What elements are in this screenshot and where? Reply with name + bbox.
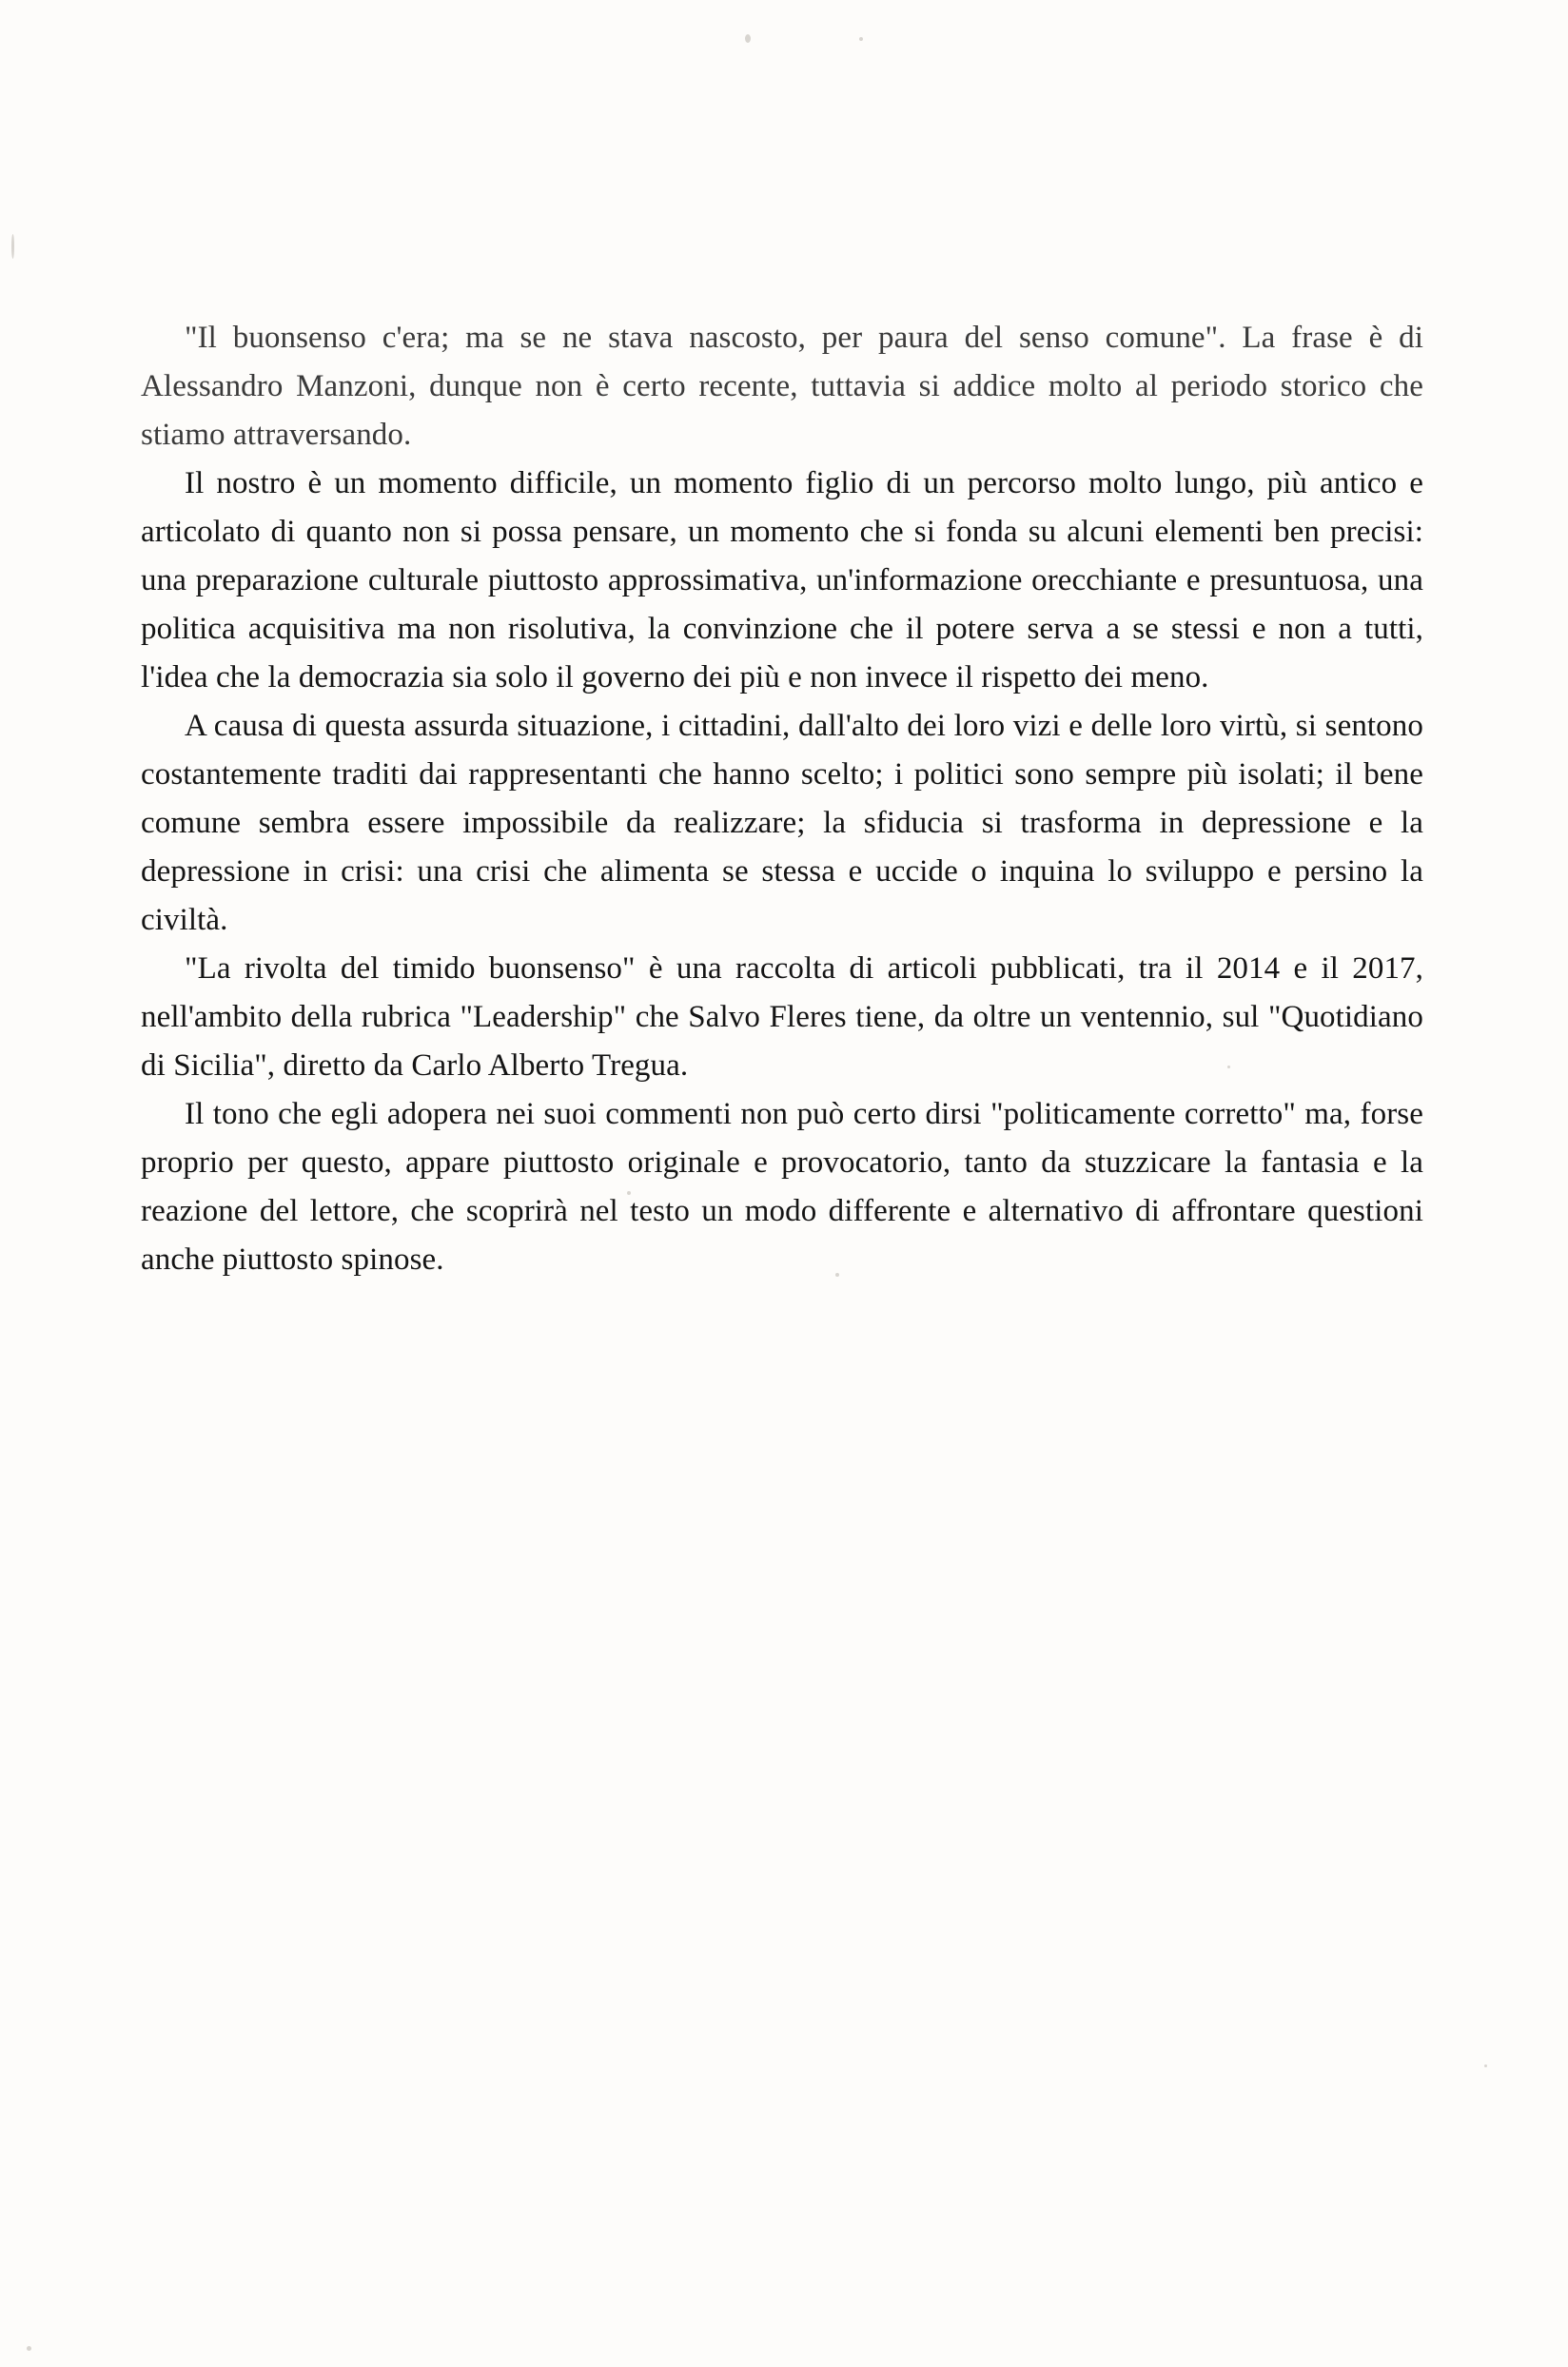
scan-speck [11, 234, 14, 259]
paragraph-4: "La rivolta del timido buonsenso" è una raccolta di articoli pubblicati, tra il 2014 e il 2017, nell'ambito della rubrica "Leadership" che Salvo Fleres tiene, da oltre un ventennio, sul "Quotidiano di Sicilia", diretto da Carlo Alberto Tregua. [141, 951, 1423, 1083]
paragraph-2: Il nostro è un momento difficile, un momento figlio di un percorso molto lungo, più antico e articolato di quanto non si possa pensare, un momento che si fonda su alcuni elementi ben precisi: una preparazione culturale piuttosto approssimativa, un'informazione orecchiante e presuntuosa, una politica acquisitiva ma non risolutiva, la convinzione che il potere serva a se stessi e non a tutti, l'idea che la democrazia sia solo il governo dei più e non invece il rispetto dei meno. [141, 466, 1423, 694]
paragraph-5: Il tono che egli adopera nei suoi commenti non può certo dirsi "politicamente corretto" ma, forse proprio per questo, appare piuttosto originale e provocatorio, tanto da stuzzicare la fantasia e la reazione del lettore, che scoprirà nel testo un modo differente e alternativo di affrontare questioni anche piuttosto spinose. [141, 1097, 1423, 1277]
scan-speck [27, 2346, 31, 2351]
scan-speck [1484, 2064, 1487, 2067]
scan-speck [745, 34, 751, 43]
paragraph-1: "Il buonsenso c'era; ma se ne stava nascosto, per paura del senso comune". La frase è di Alessandro Manzoni, dunque non è certo recente, tuttavia si addice molto al periodo storico che stiamo attraversando. [141, 321, 1423, 452]
paragraph-3: A causa di questa assurda situazione, i cittadini, dall'alto dei loro vizi e delle loro virtù, si sentono costantemente traditi dai rappresentanti che hanno scelto; i politici sono sempre più isolati; il bene comune sembra essere impossibile da realizzare; la sfiducia si trasforma in depressione e la depressione in crisi: una crisi che alimenta se stessa e uccide o inquina lo sviluppo e persino la civiltà. [141, 709, 1423, 937]
body-text [141, 314, 1423, 1284]
scan-speck [859, 37, 863, 41]
